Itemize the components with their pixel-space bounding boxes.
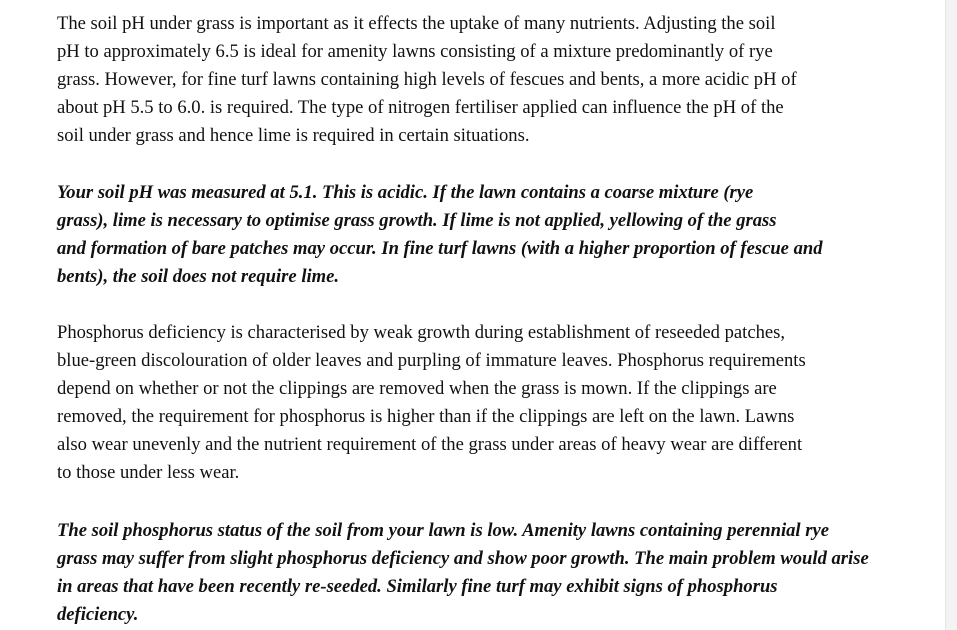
paragraph-soil-ph-result <box>57 179 823 291</box>
text-line: grass. However, for fine turf lawns containing high levels of fescues and bents, a more acidic pH of <box>57 69 797 90</box>
text-line: to those under less wear. <box>57 462 240 483</box>
text-line: in areas that have been recently re-seeded. Similarly fine turf may exhibit signs of phosphorus <box>57 576 778 597</box>
text-line: Your soil pH was measured at 5.1. This is acidic. If the lawn contains a coarse mixture (rye <box>57 182 754 203</box>
text-line: The soil phosphorus status of the soil from your lawn is low. Amenity lawns containing perennial rye <box>57 520 829 541</box>
text-line: The soil pH under grass is important as it effects the uptake of many nutrients. Adjusting the soil <box>57 13 776 34</box>
text-line: blue-green discolouration of older leaves and purpling of immature leaves. Phosphorus requirements <box>57 350 806 371</box>
text-line: and formation of bare patches may occur. In fine turf lawns (with a higher proportion of fescue and <box>57 238 823 259</box>
text-line: soil under grass and hence lime is required in certain situations. <box>57 125 530 146</box>
text-line: depend on whether or not the clippings are removed when the grass is mown. If the clippings are <box>57 378 777 399</box>
text-line: grass), lime is necessary to optimise grass growth. If lime is not applied, yellowing of the grass <box>57 210 777 231</box>
paragraph-soil-ph-intro <box>57 10 797 150</box>
text-line: Phosphorus deficiency is characterised by weak growth during establishment of reseeded patches, <box>57 322 786 343</box>
text-line: deficiency. <box>57 604 139 625</box>
paragraph-phosphorus-intro <box>57 319 806 487</box>
text-line: grass may suffer from slight phosphorus deficiency and show poor growth. The main problem would arise <box>57 548 869 569</box>
text-line: pH to approximately 6.5 is ideal for amenity lawns consisting of a mixture predominantly of rye <box>57 41 773 62</box>
text-line: bents), the soil does not require lime. <box>57 266 340 287</box>
text-line: about pH 5.5 to 6.0. is required. The type of nitrogen fertiliser applied can influence the pH of the <box>57 97 784 118</box>
text-line: removed, the requirement for phosphorus is higher than if the clippings are left on the lawn. Lawns <box>57 406 795 427</box>
text-line: also wear unevenly and the nutrient requirement of the grass under areas of heavy wear are different <box>57 434 803 455</box>
page-right-edge <box>945 0 957 630</box>
paragraph-phosphorus-result <box>57 517 869 629</box>
